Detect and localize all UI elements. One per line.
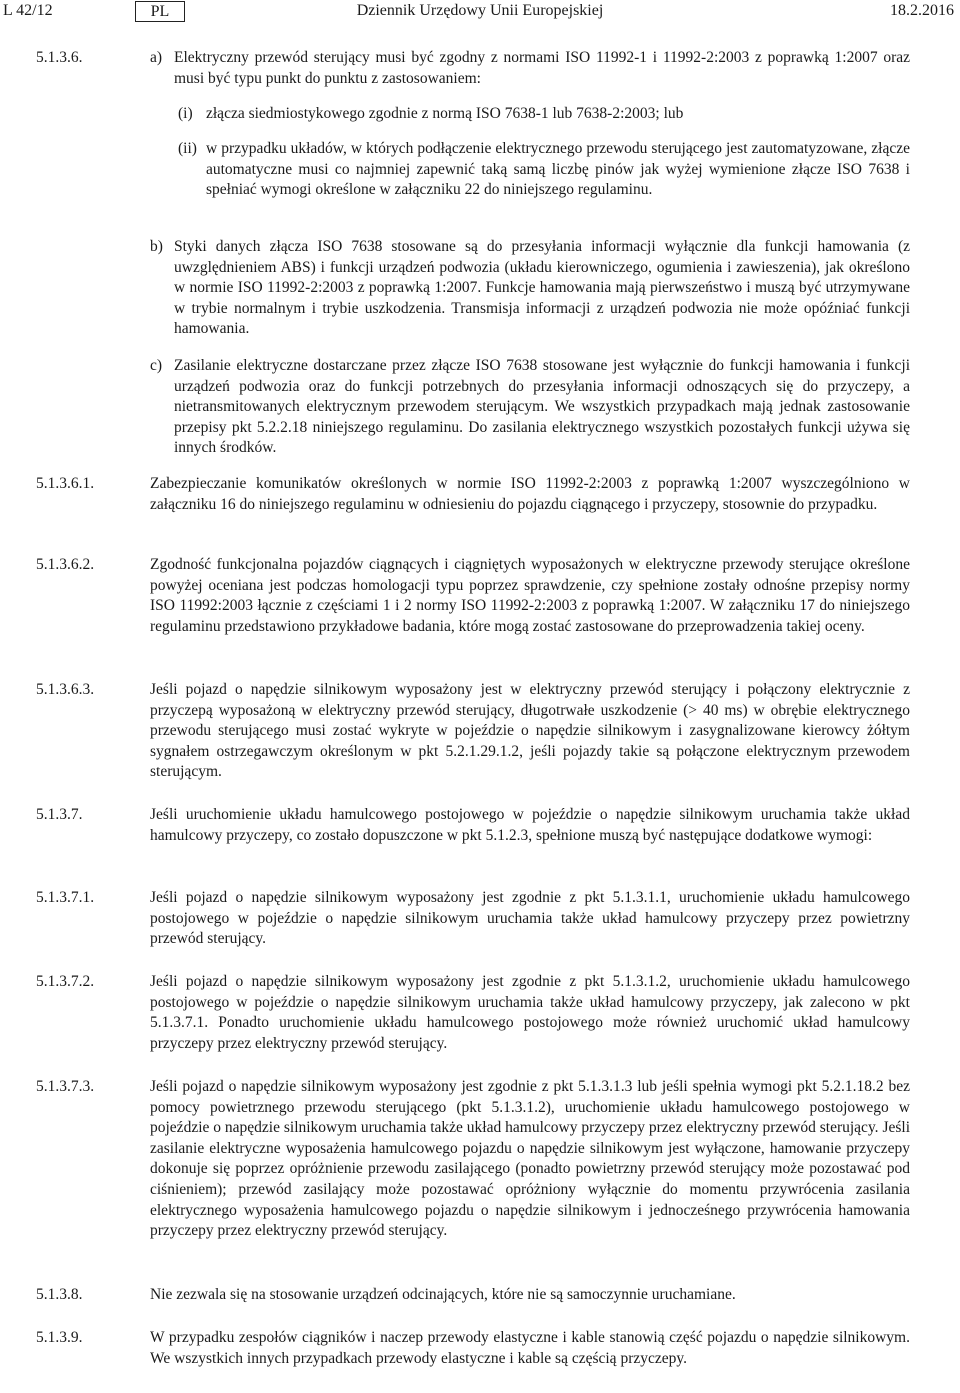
section-number: 5.1.3.7. bbox=[36, 806, 83, 823]
section-text: Jeśli pojazd o napędzie silnikowym wyposażony jest zgodnie z pkt 5.1.3.1.1, uruchomienie układu hamulcowego postojowego w pojeździe o napędzie silnikowym uruchamia także układ hamulcowy przyczepy przez powietrzny przewód sterujący. bbox=[150, 889, 910, 948]
page-header bbox=[0, 0, 960, 24]
page-number: L 42/12 bbox=[3, 2, 53, 19]
subitem-i-text: złącza siedmiostykowego zgodnie z normą ISO 7638-1 lub 7638-2:2003; lub bbox=[206, 105, 684, 122]
section-text: Jeśli pojazd o napędzie silnikowym wyposażony jest zgodnie z pkt 5.1.3.1.3 lub jeśli spełnia wymogi pkt 5.2.1.18.2 bez pomocy powietrznego przewodu sterującego (pkt 5.1.3.1.2), uruchomienie układu hamulcowego postojowego w pojeździe o napędzie silnikowym uruchamia także układ hamulcowy przyczepy przez elektryczny przewód sterujący. Jeśli zasilanie elektryczne wyposażenia hamulcowego pojazdu o napędzie silnikowym jest wyłączone, hamowanie przyczepy dokonuje się poprzez opróżnienie przewodu zasilającego (ponadto powietrzny przewód sterujący może pozostawać pod ciśnieniem); przewód zasilający może pozostawać opróżniony wyłącznie do momentu przywrócenia zasilania elektrycznego wyposażenia hamulcowego pojazdu o napędzie silnikowym i jednocześnego przywrócenia hamowania przyczepy przez elektryczny przewód sterujący. bbox=[150, 1078, 910, 1240]
section-number: 5.1.3.8. bbox=[36, 1286, 83, 1303]
section-number: 5.1.3.6.2. bbox=[36, 556, 95, 573]
section-number: 5.1.3.7.2. bbox=[36, 973, 95, 990]
item-a-label: a) bbox=[150, 49, 163, 66]
section-text: W przypadku zespołów ciągników i naczep przewody elastyczne i kable stanowią część pojazdu o napędzie silnikowym. We wszystkich innych przypadkach przewody elastyczne i kable są częścią przyczepy. bbox=[150, 1329, 910, 1367]
section-text: Jeśli pojazd o napędzie silnikowym wyposażony jest zgodnie z pkt 5.1.3.1.2, uruchomienie układu hamulcowego postojowego w pojeździe o napędzie silnikowym uruchamia także układ hamulcowy przyczepy, jak zalecono w pkt 5.1.3.7.1. Ponadto uruchomienie układu hamulcowego postojowego może również uruchomić układ hamulcowy przyczepy przez elektryczny przewód sterujący. bbox=[150, 973, 910, 1052]
section-number: 5.1.3.7.3. bbox=[36, 1078, 95, 1095]
subitem-ii-label: (ii) bbox=[178, 140, 197, 157]
subitem-i-label: (i) bbox=[178, 105, 193, 122]
item-c-text: Zasilanie elektryczne dostarczane przez złącze ISO 7638 stosowane jest wyłącznie do funkcji hamowania i funkcji urządzeń podwozia oraz do funkcji potrzebnych do przesyłania informacji odnoszących się do przyczepy, a nietransmitowanych elektrycznym przewodem sterującym. We wszystkich przypadkach mają jednak zastosowanie przepisy pkt 5.2.2.18 niniejszego regulaminu. Do zasilania elektrycznego wszystkich pozostałych funkcji używa się innych środków. bbox=[174, 357, 910, 457]
item-b-label: b) bbox=[150, 238, 163, 255]
item-b-text: Styki danych złącza ISO 7638 stosowane są do przesyłania informacji wyłącznie dla funkcji hamowania (z uwzględnieniem ABS) i funkcji urządzeń podwozia (układu kierowniczego, ogumienia i zawieszenia), jak określono w normie ISO 11992-2:2003 z poprawką 1:2007. Funkcje hamowania mają pierwszeństwo i muszą być utrzymywane w trybie normalnym i trybie uszkodzenia. Transmisja informacji z urządzeń podwozia nie może opóźniać funkcji hamowania. bbox=[174, 238, 910, 338]
section-number: 5.1.3.9. bbox=[36, 1329, 83, 1346]
language-badge: PL bbox=[135, 1, 185, 22]
journal-title: Dziennik Urzędowy Unii Europejskiej bbox=[356, 2, 604, 19]
section-number: 5.1.3.6.1. bbox=[36, 475, 95, 492]
section-text: Jeśli uruchomienie układu hamulcowego postojowego w pojeździe o napędzie silnikowym uruchamia także układ hamulcowy przyczepy, co zostało dopuszczone w pkt 5.1.2.3, spełnione muszą być następujące dodatkowe wymogi: bbox=[150, 806, 910, 844]
section-text: Jeśli pojazd o napędzie silnikowym wyposażony jest w elektryczny przewód sterujący i połączony elektrycznie z przyczepą wyposażoną w elektryczny przewód sterujący, długotrwałe uszkodzenie (> 40 ms) w obrębie elektrycznego przewodu sterującego musi zostać wykryte w pojeździe o napędzie silnikowym i zasygnalizowane kierowcy żółtym sygnałem ostrzegawczym określonym w pkt 5.2.1.29.1.2, jeśli pojazdy takie są połączone elektrycznym przewodem sterującym. bbox=[150, 681, 910, 781]
publication-date: 18.2.2016 bbox=[890, 2, 954, 19]
section-text: Nie zezwala się na stosowanie urządzeń odcinających, które nie są samoczynnie uruchamiane. bbox=[150, 1286, 736, 1303]
section-number: 5.1.3.7.1. bbox=[36, 889, 95, 906]
item-c-label: c) bbox=[150, 357, 163, 374]
section-text: Zabezpieczanie komunikatów określonych w normie ISO 11992-2:2003 z poprawką 1:2007 wyszczególniono w załączniku 16 do niniejszego regulaminu w odniesieniu do pojazdu ciągnącego i przyczepy, stosownie do przypadku. bbox=[150, 475, 910, 513]
section-number: 5.1.3.6.3. bbox=[36, 681, 95, 698]
section-text: Zgodność funkcjonalna pojazdów ciągnących i ciągniętych wyposażonych w elektryczne przewody sterujące określone powyżej oceniana jest podczas homologacji typu poprzez sprawdzenie, czy spełnione zostały odnośne przepisy normy ISO 11992:2003 łącznie z częściami 1 i 2 normy ISO 11992-2:2003 z poprawką 1:2007. W załączniku 17 do niniejszego regulaminu przedstawiono przykładowe badania, które mogą zostać zastosowane do przeprowadzenia takiej oceny. bbox=[150, 556, 910, 635]
item-a-text: Elektryczny przewód sterujący musi być zgodny z normami ISO 11992-1 i 11992-2:2003 z poprawką 1:2007 oraz musi być typu punkt do punktu z zastosowaniem: bbox=[174, 49, 910, 87]
subitem-ii-text: w przypadku układów, w których podłączenie elektrycznego przewodu sterującego jest zautomatyzowane, złącze automatyczne musi co najmniej zapewnić taką samą liczbę pinów jak wyżej wymienione złącze ISO 7638 i spełniać wymogi określone w załączniku 22 do niniejszego regulaminu. bbox=[206, 140, 910, 199]
section-number: 5.1.3.6. bbox=[36, 49, 83, 66]
